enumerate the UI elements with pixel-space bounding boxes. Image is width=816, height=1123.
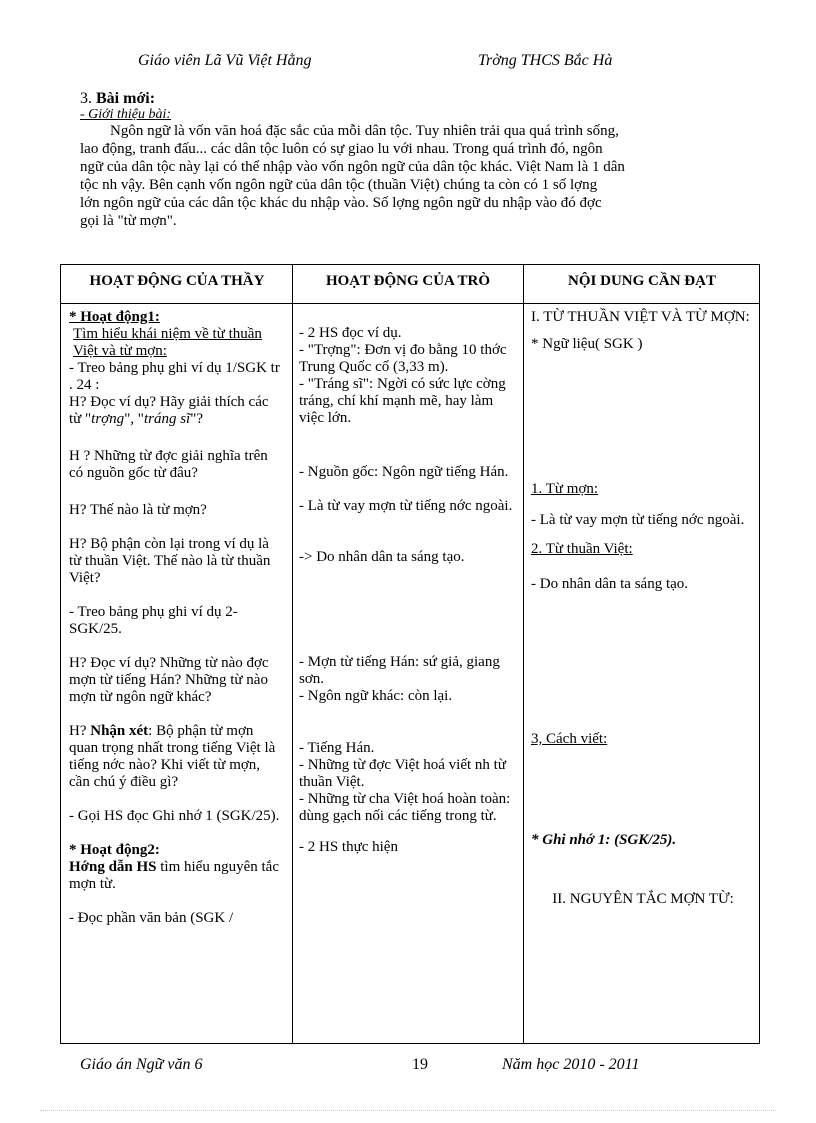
teacher-line: - Gọi HS đọc Ghi nhớ 1 (SGK/25). bbox=[69, 808, 280, 824]
footer-title: Giáo án Ngữ văn 6 bbox=[80, 1056, 203, 1073]
teacher-text: "? bbox=[190, 411, 203, 427]
table-header-row bbox=[61, 265, 759, 304]
column-divider bbox=[292, 265, 293, 1043]
paragraph-line: gọi là "từ mợn". bbox=[80, 213, 177, 229]
teacher-line: - Đọc phần văn bản (SGK / bbox=[69, 910, 234, 926]
header-teacher: Giáo viên Lã Vũ Việt Hằng bbox=[138, 52, 312, 69]
header-student-activity: HOẠT ĐỘNG CỦA TRÒ bbox=[325, 273, 491, 289]
teacher-bold-text: Nhận xét bbox=[90, 723, 149, 739]
term-truong: trợng bbox=[91, 411, 125, 427]
lesson-table bbox=[60, 264, 760, 1044]
content-subheading: 1. Từ mợn: bbox=[531, 481, 599, 497]
student-line: - Nguồn gốc: Ngôn ngữ tiếng Hán. bbox=[299, 464, 509, 480]
student-line: - Ngôn ngữ khác: còn lại. bbox=[299, 688, 453, 704]
header-content: NỘI DUNG CẦN ĐẠT bbox=[568, 273, 716, 289]
teacher-line: Tìm hiểu khái niệm về từ thuần Việt và từ mợn: bbox=[73, 326, 262, 359]
activity-1-title: * Hoạt động1: bbox=[69, 309, 160, 325]
content-line: - Là từ vay mợn từ tiếng nớc ngoài. bbox=[531, 512, 745, 528]
header-teacher-activity: HOẠT ĐỘNG CỦA THẦY bbox=[89, 273, 265, 289]
teacher-text: tìm hiểu nguyên tắc mợn từ. bbox=[69, 859, 279, 892]
section-number: 3. bbox=[80, 90, 92, 107]
student-line: - Những từ đợc Việt hoá viết nh từ thuần Việt. bbox=[299, 757, 506, 790]
student-line: - "Tráng sĩ": Ngời có sức lực cờng tráng, chí khí mạnh mẽ, hay làm việc lớn. bbox=[299, 376, 506, 426]
paragraph-line: lao động, tranh đấu... các dân tộc luôn có sự giao lu với nhau. Trong quá trình đó, ngôn bbox=[80, 141, 603, 157]
intro-paragraph bbox=[80, 122, 756, 230]
term-trang-si: tráng sĩ bbox=[143, 411, 191, 427]
student-line: - 2 HS đọc ví dụ. bbox=[299, 325, 402, 341]
bottom-border bbox=[40, 1110, 776, 1111]
paragraph-line: lớn ngôn ngữ của các dân tộc khác du nhập vào. Số lợng ngôn ngữ du nhập vào đó đợc bbox=[80, 195, 602, 211]
teacher-text: : Bộ phận từ mợn quan trọng nhất trong tiếng Việt là tiếng nớc nào? Khi viết từ mợn, cần chú ý điều gì? bbox=[69, 723, 276, 790]
teacher-column bbox=[69, 309, 283, 927]
content-subheading: 2. Từ thuần Việt: bbox=[531, 541, 633, 557]
section-heading: Bài mới: bbox=[96, 90, 156, 107]
student-line: - "Trợng": Đơn vị đo bằng 10 thớc Trung Quốc cổ (3,33 m). bbox=[299, 342, 507, 375]
column-divider bbox=[523, 265, 524, 1043]
paragraph-line: ngữ của dân tộc này lại có thể nhập vào vốn ngôn ngữ của dân tộc khác. Việt Nam là 1 dân bbox=[80, 159, 625, 175]
teacher-line: - Treo bảng phụ ghi ví dụ 1/SGK tr . 24 : bbox=[69, 360, 280, 393]
teacher-line bbox=[69, 394, 283, 428]
teacher-line: - Treo bảng phụ ghi ví dụ 2-SGK/25. bbox=[69, 604, 238, 637]
content-note: * Ghi nhớ 1: (SGK/25). bbox=[531, 832, 677, 848]
footer-year: Năm học 2010 - 2011 bbox=[502, 1056, 640, 1073]
teacher-line: H? Bộ phận còn lại trong ví dụ là từ thuần Việt. Thế nào là từ thuần Việt? bbox=[69, 536, 271, 586]
teacher-line: H ? Những từ đợc giải nghĩa trên có nguồn gốc từ đâu? bbox=[69, 448, 268, 481]
content-heading-1: I. TỪ THUẦN VIỆT VÀ TỪ MỢN: bbox=[531, 309, 750, 325]
content-line: * Ngữ liệu( SGK ) bbox=[531, 336, 643, 352]
section-title bbox=[80, 90, 756, 108]
student-line: - Những từ cha Việt hoá hoàn toàn: dùng gạch nối các tiếng trong từ. bbox=[299, 791, 511, 824]
header-school: Trờng THCS Bắc Hà bbox=[478, 52, 613, 69]
student-column bbox=[299, 325, 515, 856]
paragraph-line: Ngôn ngữ là vốn văn hoá đặc sắc của mỗi dân tộc. Tuy nhiên trải qua quá trình sống, bbox=[110, 123, 619, 139]
activity-2-title: * Hoạt động2: bbox=[69, 842, 160, 858]
content-line: - Do nhân dân ta sáng tạo. bbox=[531, 576, 689, 592]
student-line: - Là từ vay mợn từ tiếng nớc ngoài. bbox=[299, 498, 513, 514]
page-number: 19 bbox=[412, 1056, 428, 1073]
content-heading-2: II. NGUYÊN TẮC MỢN TỪ: bbox=[552, 891, 734, 907]
teacher-bold-text: Hớng dẫn HS bbox=[69, 859, 157, 875]
intro-section bbox=[80, 90, 756, 230]
student-line: - Mợn từ tiếng Hán: sứ giả, giang sơn. bbox=[299, 654, 500, 687]
teacher-line bbox=[69, 859, 283, 893]
paragraph-line: tộc nh vậy. Bên cạnh vốn ngôn ngữ của dân tộc (thuần Việt) chúng ta còn có 1 số lợng bbox=[80, 177, 598, 193]
teacher-text: H? Đọc ví dụ? Hãy giải thích các từ " bbox=[69, 394, 269, 427]
student-line: - 2 HS thực hiện bbox=[299, 839, 398, 855]
content-subheading: 3, Cách viết: bbox=[531, 731, 608, 747]
teacher-line: H? Đọc ví dụ? Những từ nào đợc mợn từ tiếng Hán? Những từ nào mợn từ ngôn ngữ khác? bbox=[69, 655, 269, 705]
student-line: -> Do nhân dân ta sáng tạo. bbox=[299, 549, 465, 565]
teacher-line: H? Thế nào là từ mợn? bbox=[69, 502, 207, 518]
content-column bbox=[531, 309, 755, 908]
teacher-text: ", " bbox=[124, 411, 144, 427]
student-line: - Tiếng Hán. bbox=[299, 740, 375, 756]
intro-label: - Giới thiệu bài: bbox=[80, 107, 172, 122]
teacher-line bbox=[69, 723, 283, 791]
teacher-text: H? bbox=[69, 723, 91, 739]
